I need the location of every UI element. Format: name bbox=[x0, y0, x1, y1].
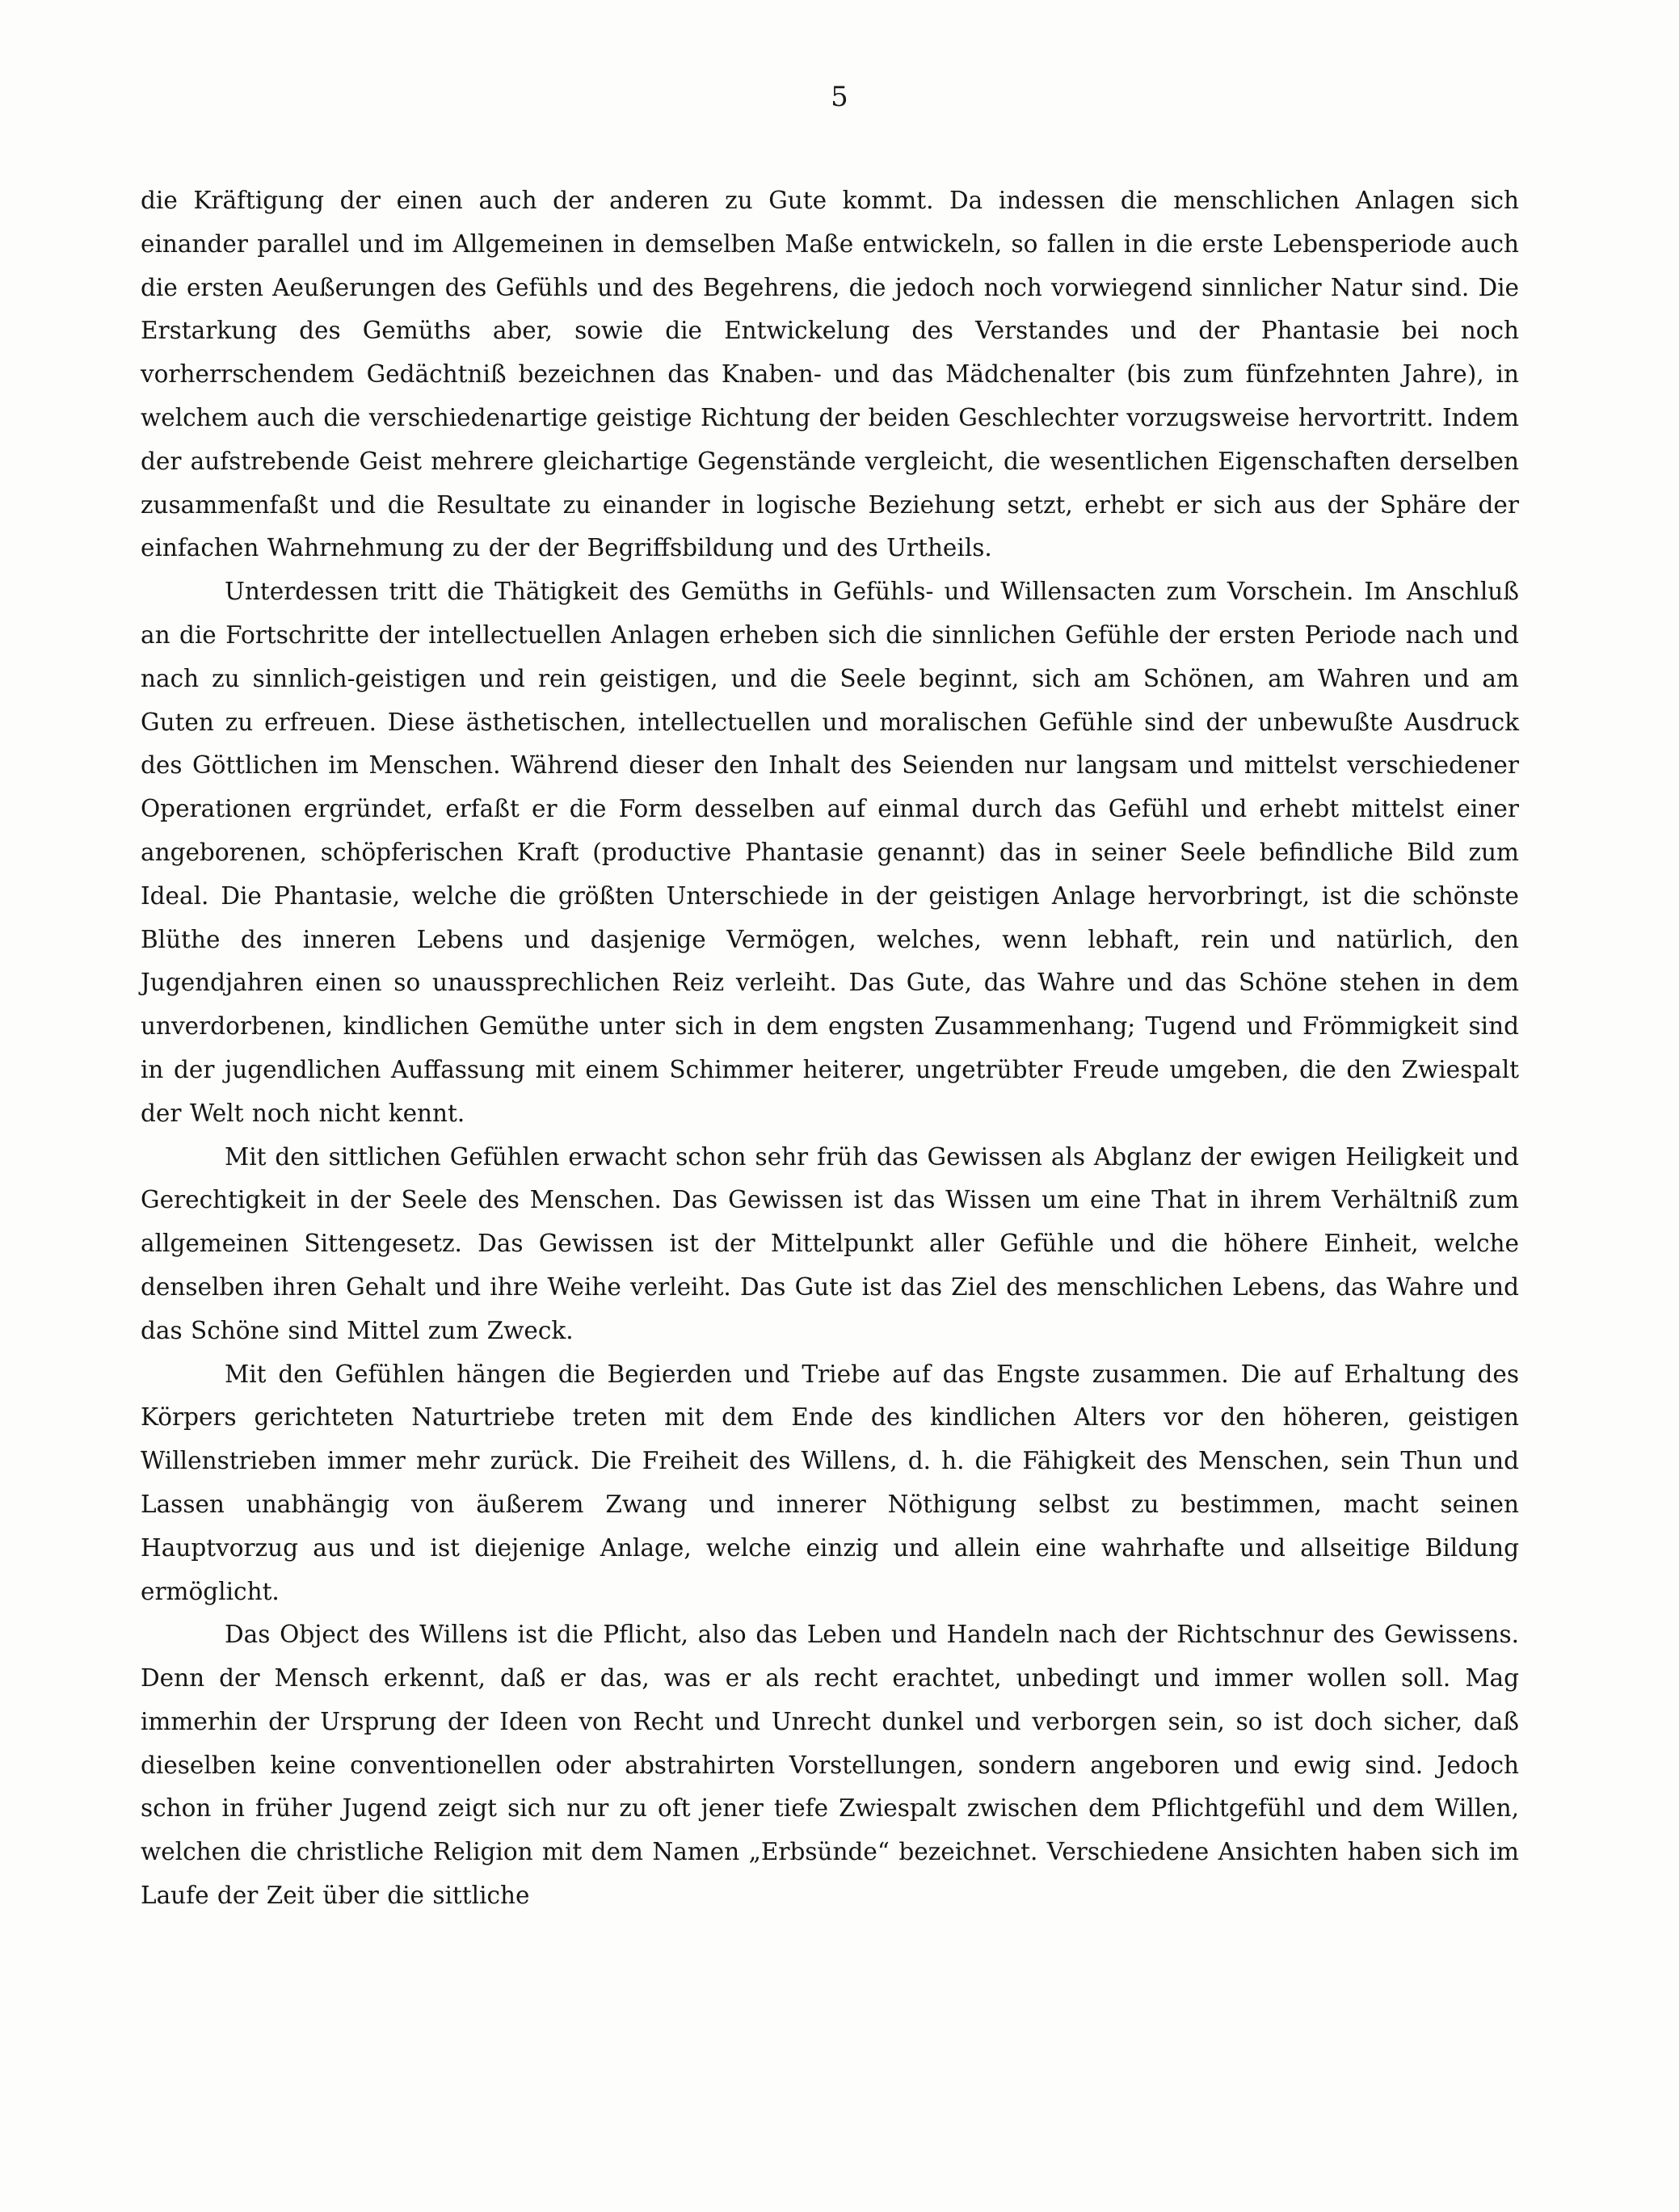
paragraph-5: Das Object des Willens ist die Pflicht, also das Leben und Handeln nach der Richtschnur des Gewissens. Denn der Mensch erkennt, daß er das, was er als recht erachtet, unbedingt und immer wollen soll. Mag immerhin der Ursprung der Ideen von Recht und Unrecht dunkel und verborgen sein, so ist doch sicher, daß dieselben keine conventionellen oder abstrahirten Vorstellungen, sondern angeboren und ewig sind. Jedoch schon in früher Jugend zeigt sich nur zu oft jener tiefe Zwiespalt zwischen dem Pflichtgefühl und dem Willen, welchen die christliche Religion mit dem Namen „Erbsünde“ bezeichnet. Verschiedene Ansichten haben sich im Laufe der Zeit über die sittliche bbox=[141, 1621, 1519, 1910]
page-number: 5 bbox=[831, 81, 848, 113]
body-text bbox=[141, 179, 1519, 1918]
paragraph-2: Unterdessen tritt die Thätigkeit des Gemüths in Gefühls- und Willensacten zum Vorschein. Im Anschluß an die Fortschritte der intellectuellen Anlagen erheben sich die sinnlichen Gefühle der ersten Periode nach und nach zu sinnlich-geistigen und rein geistigen, und die Seele beginnt, sich am Schönen, am Wahren und am Guten zu erfreuen. Diese ästhetischen, intellectuellen und moralischen Gefühle sind der unbewußte Ausdruck des Göttlichen im Menschen. Während dieser den Inhalt des Seienden nur langsam und mittelst verschiedener Operationen ergründet, erfaßt er die Form desselben auf einmal durch das Gefühl und erhebt mittelst einer angeborenen, schöpferischen Kraft (productive Phantasie genannt) das in seiner Seele befindliche Bild zum Ideal. Die Phantasie, welche die größten Unterschiede in der geistigen Anlage hervorbringt, ist die schönste Blüthe des inneren Lebens und dasjenige Vermögen, welches, wenn lebhaft, rein und natürlich, den Jugendjahren einen so unaussprechlichen Reiz verleiht. Das Gute, das Wahre und das Schöne stehen in dem unverdorbenen, kindlichen Gemüthe unter sich in dem engsten Zusammenhang; Tugend und Frömmigkeit sind in der jugendlichen Auffassung mit einem Schimmer heiterer, ungetrübter Freude umgeben, die den Zwiespalt der Welt noch nicht kennt. bbox=[141, 578, 1519, 1127]
paragraph-3: Mit den sittlichen Gefühlen erwacht schon sehr früh das Gewissen als Abglanz der ewigen Heiligkeit und Gerechtigkeit in der Seele des Menschen. Das Gewissen ist das Wissen um eine That in ihrem Verhältniß zum allgemeinen Sittengesetz. Das Gewissen ist der Mittelpunkt aller Gefühle und die höhere Einheit, welche denselben ihren Gehalt und ihre Weihe verleiht. Das Gute ist das Ziel des menschlichen Lebens, das Wahre und das Schöne sind Mittel zum Zweck. bbox=[141, 1142, 1519, 1344]
paragraph-1: die Kräftigung der einen auch der anderen zu Gute kommt. Da indessen die menschlichen Anlagen sich einander parallel und im Allgemeinen in demselben Maße entwickeln, so fallen in die erste Lebensperiode auch die ersten Aeußerungen des Gefühls und des Begehrens, die jedoch noch vorwiegend sinnlicher Natur sind. Die Erstarkung des Gemüths aber, sowie die Entwickelung des Verstandes und der Phantasie bei noch vorherrschendem Gedächtniß bezeichnen das Knaben- und das Mädchenalter (bis zum fünfzehnten Jahre), in welchem auch die verschiedenartige geistige Richtung der beiden Geschlechter vorzugsweise hervortritt. Indem der aufstrebende Geist mehrere gleichartige Gegenstände vergleicht, die wesentlichen Eigenschaften derselben zusammenfaßt und die Resultate zu einander in logische Beziehung setzt, erhebt er sich aus der Sphäre der einfachen Wahrnehmung zu der der Begriffsbildung und des Urtheils. bbox=[141, 187, 1519, 562]
paragraph-4: Mit den Gefühlen hängen die Begierden und Triebe auf das Engste zusammen. Die auf Erhaltung des Körpers gerichteten Naturtriebe treten mit dem Ende des kindlichen Alters vor den höheren, geistigen Willenstrieben immer mehr zurück. Die Freiheit des Willens, d. h. die Fähigkeit des Menschen, sein Thun und Lassen unabhängig von äußerem Zwang und innerer Nöthigung selbst zu bestimmen, macht seinen Hauptvorzug aus und ist diejenige Anlage, welche einzig und allein eine wahrhafte und allseitige Bildung ermöglicht. bbox=[141, 1360, 1519, 1605]
